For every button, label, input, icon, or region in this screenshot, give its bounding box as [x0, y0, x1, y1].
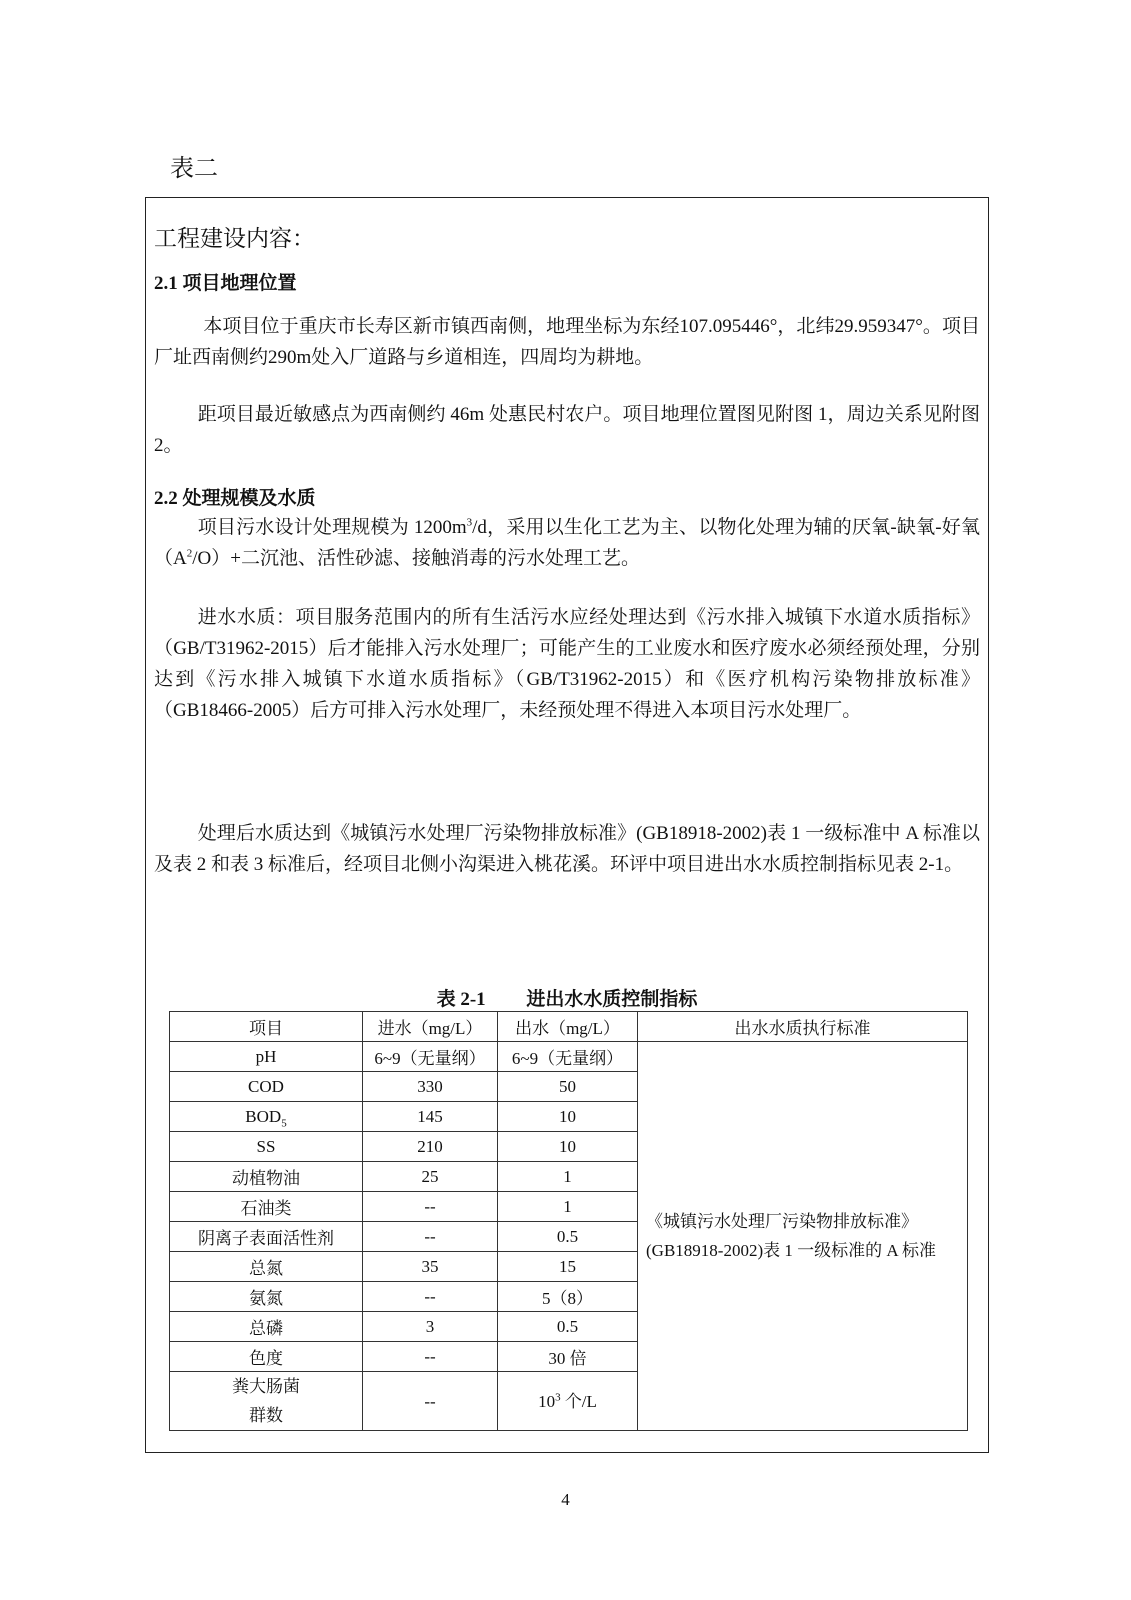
paragraph-location: 本项目位于重庆市长寿区新市镇西南侧，地理坐标为东经107.095446°，北纬29.959347°。项目厂址西南侧约290m处入厂道路与乡道相连，四周均为耕地。	[154, 316, 980, 368]
cell-effluent: 0.5	[498, 1312, 638, 1342]
table-caption	[146, 984, 988, 1011]
cell-effluent: 1	[498, 1192, 638, 1222]
paragraph-sensitive-point: 距项目最近敏感点为西南侧约 46m 处惠民村农户。项目地理位置图见附图 1，周边关系见附图 2。	[154, 404, 980, 456]
cell-influent: 3	[363, 1312, 498, 1342]
heading-2-1: 2.1 项目地理位置	[154, 273, 297, 294]
cell-item: COD	[170, 1072, 363, 1102]
item-text: BOD	[245, 1106, 282, 1126]
water-quality-table	[169, 1011, 968, 1431]
table-row	[170, 1042, 968, 1072]
table-label: 表二	[170, 156, 218, 182]
cell-effluent: 50	[498, 1072, 638, 1102]
table-caption-number: 表 2-1	[436, 989, 486, 1010]
item-text: 群数	[249, 1406, 283, 1425]
cell-influent: 6~9（无量纲）	[363, 1042, 498, 1072]
cell-item	[170, 1102, 363, 1132]
cell-item: 氨氮	[170, 1282, 363, 1312]
cell-effluent: 1	[498, 1162, 638, 1192]
cell-item: pH	[170, 1042, 363, 1072]
header-influent: 进水（mg/L）	[363, 1012, 498, 1042]
cell-item: 动植物油	[170, 1162, 363, 1192]
header-item: 项目	[170, 1012, 363, 1042]
cell-influent: 145	[363, 1102, 498, 1132]
cell-influent: 210	[363, 1132, 498, 1162]
cell-effluent: 10	[498, 1102, 638, 1132]
value-base: 10	[538, 1391, 556, 1411]
cell-item: 石油类	[170, 1192, 363, 1222]
cell-influent: --	[363, 1342, 498, 1372]
cell-effluent: 10	[498, 1132, 638, 1162]
content-frame	[145, 197, 989, 1453]
cell-item: 色度	[170, 1342, 363, 1372]
cell-influent: --	[363, 1372, 498, 1431]
cell-influent: --	[363, 1282, 498, 1312]
cell-effluent: 5（8）	[498, 1282, 638, 1312]
cell-standard: 《城镇污水处理厂污染物排放标准》(GB18918-2002)表 1 一级标准的 A 标准	[638, 1042, 968, 1431]
text-part: /d，采用以生化工艺为主、以物化处理为辅的厌氧-缺氧-好氧（A	[154, 517, 981, 569]
cell-item: 总磷	[170, 1312, 363, 1342]
cell-influent: --	[363, 1222, 498, 1252]
subscript: 5	[281, 1116, 287, 1129]
heading-2-2: 2.2 处理规模及水质	[154, 488, 316, 509]
paragraph-effluent: 处理后水质达到《城镇污水处理厂污染物排放标准》(GB18918-2002)表 1 一级标准中 A 标准以及表 2 和表 3 标准后，经项目北侧小沟渠进入桃花溪。环评中项目进出水水质控制指标见表 2-1。	[154, 823, 980, 875]
text-part: 项目污水设计处理规模为 1200m	[197, 517, 467, 538]
cell-influent: 35	[363, 1252, 498, 1282]
superscript: 3	[466, 516, 473, 529]
text-part: /O）+二沉池、活性砂滤、接触消毒的污水处理工艺。	[192, 548, 640, 569]
cell-influent: 25	[363, 1162, 498, 1192]
cell-item: 阴离子表面活性剂	[170, 1222, 363, 1252]
value-unit: 个/L	[560, 1391, 597, 1411]
cell-effluent: 0.5	[498, 1222, 638, 1252]
paragraph-scale	[154, 512, 980, 574]
cell-effluent	[498, 1372, 638, 1431]
cell-item: SS	[170, 1132, 363, 1162]
paragraph-influent: 进水水质：项目服务范围内的所有生活污水应经处理达到《污水排入城镇下水道水质指标》（GB/T31962-2015）后才能排入污水处理厂；可能产生的工业废水和医疗废水必须经预处理，分别达到《污水排入城镇下水道水质指标》（GB/T31962-2015）和《医疗机构污染物排放标准》（GB18466-2005）后方可排入污水处理厂，未经预处理不得进入本项目污水处理厂。	[154, 607, 980, 721]
item-text: 粪大肠菌	[232, 1377, 300, 1396]
section-title: 工程建设内容：	[154, 226, 315, 251]
header-effluent: 出水（mg/L）	[498, 1012, 638, 1042]
superscript: 3	[555, 1390, 561, 1403]
cell-effluent: 15	[498, 1252, 638, 1282]
table-header-row	[170, 1012, 968, 1042]
cell-influent: 330	[363, 1072, 498, 1102]
superscript: 2	[186, 547, 193, 560]
cell-effluent: 6~9（无量纲）	[498, 1042, 638, 1072]
header-standard: 出水水质执行标准	[638, 1012, 968, 1042]
cell-influent: --	[363, 1192, 498, 1222]
cell-effluent: 30 倍	[498, 1342, 638, 1372]
table-caption-title: 进出水水质控制指标	[526, 989, 698, 1010]
cell-item: 总氮	[170, 1252, 363, 1282]
cell-item	[170, 1372, 363, 1431]
page-number: 4	[561, 1490, 570, 1509]
